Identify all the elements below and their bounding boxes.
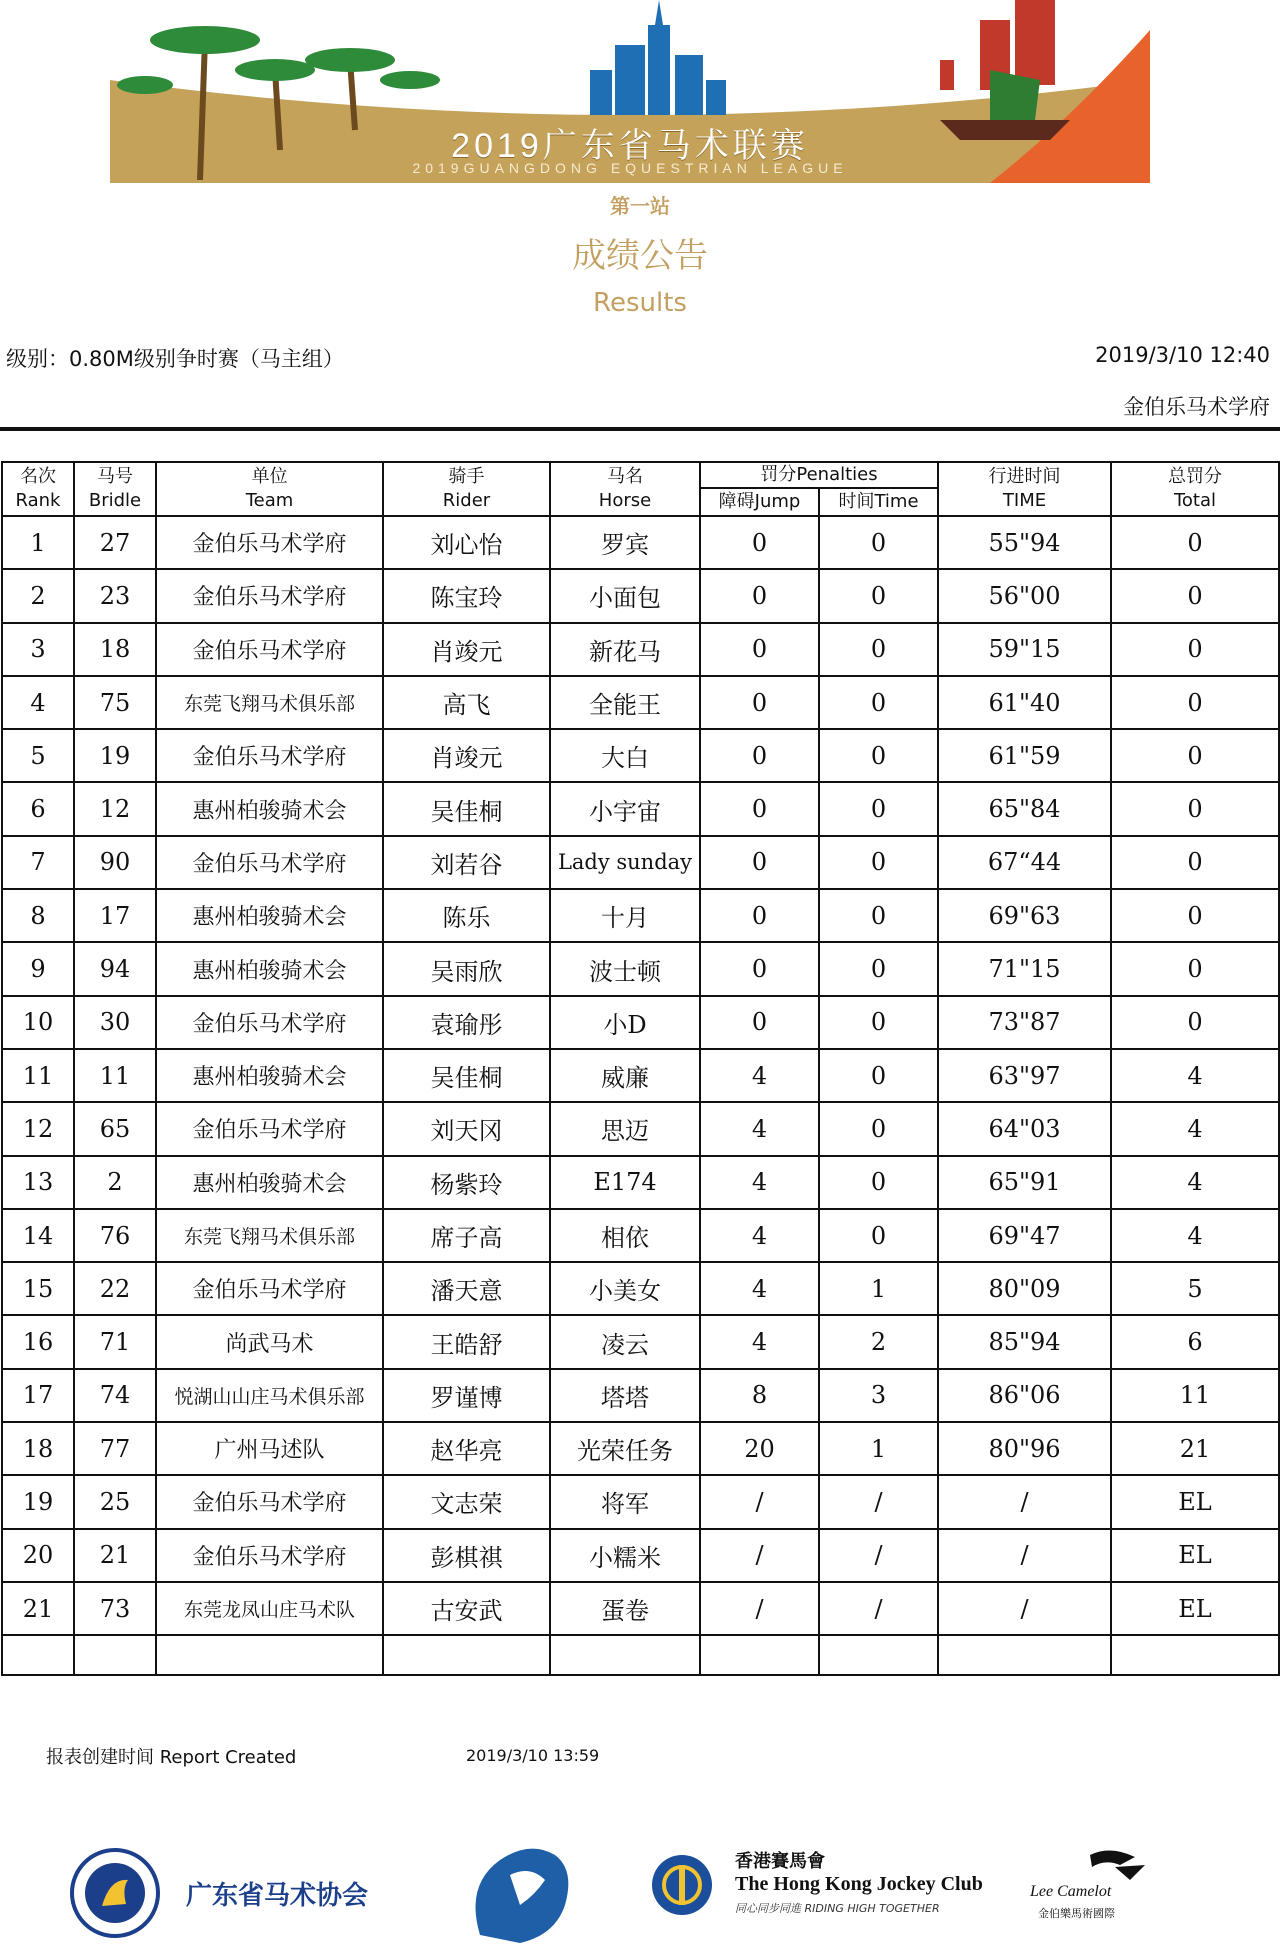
cell-time: / [938,1529,1111,1582]
table-row [2,1475,1279,1528]
cell-rank: 17 [2,1369,74,1422]
cell-rank: 7 [2,836,74,889]
header-time: 行进时间 TIME [938,462,1111,516]
cell-time: 71"15 [938,942,1111,995]
cell-total: 0 [1111,729,1279,782]
cell-horse: 相依 [550,1209,700,1262]
cell-horse: 新花马 [550,623,700,676]
cell-horse: 凌云 [550,1315,700,1368]
cell-team: 东莞龙凤山庄马术队 [156,1582,383,1635]
cell-total: 4 [1111,1156,1279,1209]
header-penalties: 罚分Penalties [700,462,938,488]
cell-jump: 4 [700,1102,819,1155]
cell-total: 0 [1111,516,1279,569]
cell-team: 金伯乐马术学府 [156,1529,383,1582]
cell-timepen: 0 [819,623,938,676]
cell-jump: 20 [700,1422,819,1475]
cell-rank: 19 [2,1475,74,1528]
cell-horse: Lady sunday [550,836,700,889]
cell-jump: 0 [700,836,819,889]
cell-rider: 刘若谷 [383,836,550,889]
cell-bridle: 65 [74,1102,156,1155]
cell-horse: 塔塔 [550,1369,700,1422]
cell-timepen: 0 [819,1209,938,1262]
cell-total: 5 [1111,1262,1279,1315]
cell-rider: 吴佳桐 [383,1049,550,1102]
cell-jump: 0 [700,729,819,782]
cell-rider: 高飞 [383,676,550,729]
empty-cell [156,1635,383,1675]
cell-total: 6 [1111,1315,1279,1368]
cell-time: 59"15 [938,623,1111,676]
cell-horse: 威廉 [550,1049,700,1102]
cell-timepen: 0 [819,942,938,995]
cell-bridle: 73 [74,1582,156,1635]
table-row [2,1369,1279,1422]
empty-cell [550,1635,700,1675]
cell-team: 金伯乐马术学府 [156,836,383,889]
header-rider: 骑手 Rider [383,462,550,516]
table-row [2,569,1279,622]
banner-title: 2019广东省马术联赛 [451,127,809,165]
cell-time: 69"63 [938,889,1111,942]
cell-jump: 0 [700,623,819,676]
cell-rank: 12 [2,1102,74,1155]
cell-time: / [938,1582,1111,1635]
cell-rider: 文志荣 [383,1475,550,1528]
cell-horse: 思迈 [550,1102,700,1155]
cell-bridle: 76 [74,1209,156,1262]
cell-rider: 席子高 [383,1209,550,1262]
cell-bridle: 12 [74,782,156,835]
cell-jump: 4 [700,1156,819,1209]
table-row [2,516,1279,569]
cell-jump: 4 [700,1262,819,1315]
empty-cell [700,1635,819,1675]
camelot-name-cn: 金伯樂馬術國際 [1038,1907,1115,1920]
cell-team: 惠州柏骏骑术会 [156,942,383,995]
cell-horse: 小美女 [550,1262,700,1315]
page-title-en: Results [593,288,687,318]
cell-total: 11 [1111,1369,1279,1422]
cell-team: 东莞飞翔马术俱乐部 [156,676,383,729]
header-team: 单位 Team [156,462,383,516]
cell-rider: 刘天冈 [383,1102,550,1155]
cell-rank: 2 [2,569,74,622]
table-row [2,1102,1279,1155]
hkjc-slogan: 同心同步同進 RIDING HIGH TOGETHER [735,1902,940,1915]
cell-bridle: 74 [74,1369,156,1422]
cell-bridle: 22 [74,1262,156,1315]
cell-bridle: 94 [74,942,156,995]
cell-team: 惠州柏骏骑术会 [156,889,383,942]
cell-jump: 4 [700,1209,819,1262]
cell-timepen: 3 [819,1369,938,1422]
event-banner [110,0,1150,183]
cell-bridle: 75 [74,676,156,729]
cell-team: 金伯乐马术学府 [156,623,383,676]
cell-timepen: 0 [819,729,938,782]
cell-rank: 21 [2,1582,74,1635]
cell-total: 21 [1111,1422,1279,1475]
gd-equestrian-seal-icon [70,1848,160,1938]
empty-cell [819,1635,938,1675]
cell-time: 65"91 [938,1156,1111,1209]
cell-total: 0 [1111,623,1279,676]
cell-jump: 8 [700,1369,819,1422]
table-row [2,996,1279,1049]
cell-team: 金伯乐马术学府 [156,1102,383,1155]
cell-timepen: 0 [819,1102,938,1155]
table-row [2,623,1279,676]
cell-bridle: 19 [74,729,156,782]
cell-jump: 0 [700,996,819,1049]
cell-rank: 6 [2,782,74,835]
cell-timepen: 0 [819,836,938,889]
results-table [1,461,1280,1676]
cell-timepen: 0 [819,996,938,1049]
header-rank: 名次 Rank [2,462,74,516]
cell-rider: 王皓舒 [383,1315,550,1368]
cell-rider: 潘天意 [383,1262,550,1315]
cell-jump: 4 [700,1315,819,1368]
report-created-time: 2019/3/10 13:59 [466,1746,600,1765]
cell-team: 惠州柏骏骑术会 [156,1156,383,1209]
cell-timepen: / [819,1475,938,1528]
cell-bridle: 77 [74,1422,156,1475]
page-title: 成绩公告 [572,236,708,276]
cell-timepen: 0 [819,889,938,942]
cell-rank: 15 [2,1262,74,1315]
cell-horse: 小D [550,996,700,1049]
table-row [2,782,1279,835]
banner-subtitle: 2019GUANGDONG EQUESTRIAN LEAGUE [412,160,848,176]
header-total: 总罚分 Total [1111,462,1279,516]
cell-time: 61"40 [938,676,1111,729]
cell-jump: 0 [700,782,819,835]
cell-total: 0 [1111,889,1279,942]
cell-team: 金伯乐马术学府 [156,996,383,1049]
cell-bridle: 17 [74,889,156,942]
cell-timepen: 0 [819,516,938,569]
table-row [2,889,1279,942]
table-row [2,836,1279,889]
cell-timepen: 0 [819,782,938,835]
cell-timepen: / [819,1529,938,1582]
cell-jump: 4 [700,1049,819,1102]
cell-bridle: 21 [74,1529,156,1582]
cell-bridle: 25 [74,1475,156,1528]
camelot-logo-icon [1020,1845,1150,1935]
cell-rider: 赵华亮 [383,1422,550,1475]
cell-team: 金伯乐马术学府 [156,729,383,782]
cell-jump: / [700,1529,819,1582]
cell-jump: / [700,1582,819,1635]
cell-rider: 肖竣元 [383,623,550,676]
cell-rank: 14 [2,1209,74,1262]
cell-bridle: 23 [74,569,156,622]
horse-head-logo-icon [460,1835,580,1947]
table-row [2,1529,1279,1582]
cell-timepen: 2 [819,1315,938,1368]
divider [0,427,1280,431]
cell-total: EL [1111,1475,1279,1528]
cell-horse: 光荣任务 [550,1422,700,1475]
empty-cell [1111,1635,1279,1675]
cell-rider: 刘心怡 [383,516,550,569]
cell-rank: 10 [2,996,74,1049]
table-row [2,1049,1279,1102]
cell-time: 55"94 [938,516,1111,569]
cell-rank: 16 [2,1315,74,1368]
cell-horse: 小宇宙 [550,782,700,835]
table-row [2,1582,1279,1635]
cell-rider: 肖竣元 [383,729,550,782]
cell-total: 4 [1111,1102,1279,1155]
cell-timepen: / [819,1582,938,1635]
cell-rank: 13 [2,1156,74,1209]
cell-time: 61"59 [938,729,1111,782]
cell-rider: 陈宝玲 [383,569,550,622]
camelot-name-en: Lee Camelot [1030,1883,1112,1900]
cell-rank: 3 [2,623,74,676]
table-row [2,942,1279,995]
cell-time: 86"06 [938,1369,1111,1422]
cell-rank: 9 [2,942,74,995]
cell-bridle: 71 [74,1315,156,1368]
cell-horse: 蛋卷 [550,1582,700,1635]
cell-total: 4 [1111,1209,1279,1262]
cell-rider: 吴佳桐 [383,782,550,835]
cell-bridle: 27 [74,516,156,569]
cell-rank: 8 [2,889,74,942]
cell-time: 80"09 [938,1262,1111,1315]
cell-bridle: 30 [74,996,156,1049]
cell-rider: 罗谨博 [383,1369,550,1422]
cell-rank: 5 [2,729,74,782]
cell-timepen: 1 [819,1262,938,1315]
table-row [2,1422,1279,1475]
cell-time: 67“44 [938,836,1111,889]
cell-timepen: 0 [819,569,938,622]
cell-timepen: 1 [819,1422,938,1475]
cell-rank: 20 [2,1529,74,1582]
cell-rank: 4 [2,676,74,729]
cell-horse: 大白 [550,729,700,782]
header-horse: 马名 Horse [550,462,700,516]
cell-team: 东莞飞翔马术俱乐部 [156,1209,383,1262]
cell-horse: E174 [550,1156,700,1209]
cell-total: 0 [1111,676,1279,729]
cell-time: 69"47 [938,1209,1111,1262]
cell-rank: 1 [2,516,74,569]
table-row [2,729,1279,782]
cell-team: 广州马述队 [156,1422,383,1475]
empty-cell [383,1635,550,1675]
cell-jump: 0 [700,889,819,942]
stage-label: 第一站 [610,194,670,218]
cell-time: 85"94 [938,1315,1111,1368]
cell-time: 56"00 [938,569,1111,622]
cell-team: 金伯乐马术学府 [156,516,383,569]
cell-timepen: 0 [819,676,938,729]
table-row [2,1315,1279,1368]
gd-association-name: 广东省马术协会 [186,1881,369,1911]
cell-total: EL [1111,1529,1279,1582]
cell-rider: 袁瑜彤 [383,996,550,1049]
cell-time: 73"87 [938,996,1111,1049]
hkjc-name-cn: 香港賽馬會 [735,1851,825,1872]
table-row [2,1262,1279,1315]
cell-jump: 0 [700,516,819,569]
cell-team: 金伯乐马术学府 [156,569,383,622]
report-created-label: 报表创建时间 Report Created [46,1747,297,1768]
cell-time: 63"97 [938,1049,1111,1102]
table-row [2,676,1279,729]
empty-cell [74,1635,156,1675]
header-bridle: 马号 Bridle [74,462,156,516]
cell-horse: 罗宾 [550,516,700,569]
cell-jump: 0 [700,676,819,729]
cell-team: 金伯乐马术学府 [156,1475,383,1528]
cell-horse: 十月 [550,889,700,942]
cell-bridle: 11 [74,1049,156,1102]
cell-horse: 全能王 [550,676,700,729]
cell-team: 尚武马术 [156,1315,383,1368]
cell-team: 悦湖山山庄马术俱乐部 [156,1369,383,1422]
hkjc-emblem-icon [650,1853,714,1917]
empty-cell [2,1635,74,1675]
cell-bridle: 90 [74,836,156,889]
cell-time: / [938,1475,1111,1528]
cell-timepen: 0 [819,1049,938,1102]
organizer-name: 金伯乐马术学府 [1123,395,1270,419]
cell-rank: 11 [2,1049,74,1102]
cell-bridle: 18 [74,623,156,676]
cell-total: 0 [1111,782,1279,835]
cell-total: 0 [1111,836,1279,889]
cell-horse: 将军 [550,1475,700,1528]
competition-level: 级别：0.80M级别争时赛（马主组） [6,347,344,371]
table-row [2,1209,1279,1262]
cell-total: 4 [1111,1049,1279,1102]
cell-rider: 陈乐 [383,889,550,942]
cell-horse: 小糯米 [550,1529,700,1582]
cell-rank: 18 [2,1422,74,1475]
cell-jump: 0 [700,942,819,995]
cell-timepen: 0 [819,1156,938,1209]
cell-time: 80"96 [938,1422,1111,1475]
header-time-penalty: 时间Time [819,488,938,516]
competition-datetime: 2019/3/10 12:40 [1095,343,1270,367]
cell-horse: 波士顿 [550,942,700,995]
header-jump: 障碍Jump [700,488,819,516]
cell-time: 65"84 [938,782,1111,835]
cell-team: 金伯乐马术学府 [156,1262,383,1315]
cell-total: 0 [1111,996,1279,1049]
empty-cell [938,1635,1111,1675]
cell-bridle: 2 [74,1156,156,1209]
cell-team: 惠州柏骏骑术会 [156,782,383,835]
cell-time: 64"03 [938,1102,1111,1155]
cell-total: EL [1111,1582,1279,1635]
cell-total: 0 [1111,569,1279,622]
cell-rider: 吴雨欣 [383,942,550,995]
cell-rider: 古安武 [383,1582,550,1635]
cell-jump: 0 [700,569,819,622]
hkjc-name-en: The Hong Kong Jockey Club [735,1873,983,1895]
table-row-empty [2,1635,1279,1675]
cell-team: 惠州柏骏骑术会 [156,1049,383,1102]
cell-rider: 彭棋祺 [383,1529,550,1582]
cell-total: 0 [1111,942,1279,995]
table-row [2,1156,1279,1209]
cell-horse: 小面包 [550,569,700,622]
cell-rider: 杨紫玲 [383,1156,550,1209]
cell-jump: / [700,1475,819,1528]
